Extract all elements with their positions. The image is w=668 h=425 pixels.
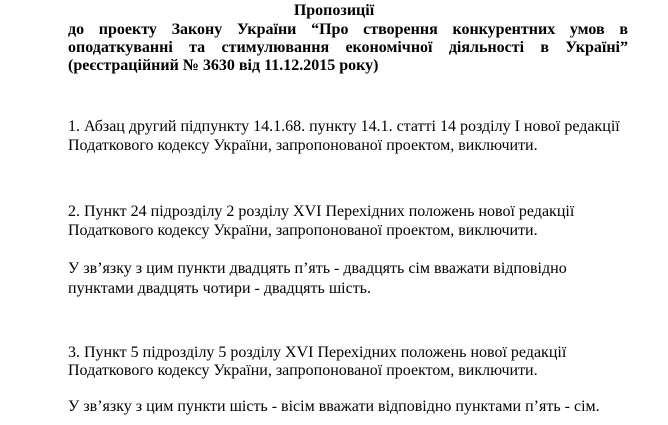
subtitle-word: та	[189, 39, 206, 56]
item-1-line-1: 1. Абзац другий підпункту 14.1.68. пункту 14.1. статті 14 розділу І нової редакції	[68, 118, 620, 135]
subtitle-word: Закону	[171, 21, 223, 38]
subtitle-word: умов	[569, 21, 605, 38]
subtitle-word: до	[68, 21, 85, 38]
subtitle-word: конкурентних	[452, 21, 556, 38]
subtitle-word: України	[236, 21, 297, 38]
subtitle-word: в	[540, 39, 550, 56]
subtitle-word: створення	[363, 21, 438, 38]
item-2-note-line-2: пунктами двадцять чотири - двадцять шість.	[68, 280, 371, 297]
subtitle-word: оподаткуванні	[68, 39, 173, 56]
subtitle-word: проекту	[98, 21, 157, 38]
subtitle-word: в	[619, 21, 628, 38]
subtitle-line-3: (реєстраційний № 3630 від 11.12.2015 року)	[68, 57, 379, 74]
document-title: Пропозиції	[293, 2, 375, 19]
item-1-line-2: Податкового кодексу України, запропонованої проектом, виключити.	[68, 137, 538, 154]
item-3-note-line-1: У зв’язку з цим пункти шість - вісім вважати відповідно пунктами п’ять - сім.	[68, 398, 600, 415]
subtitle-word: стимулювання	[221, 39, 330, 56]
subtitle-word: “Про	[311, 21, 349, 38]
item-2-line-1: 2. Пункт 24 підрозділу 2 розділу XVI Перехідних положень нової редакції	[68, 203, 575, 220]
subtitle-word: діяльності	[448, 39, 525, 56]
subtitle-line-1	[68, 21, 628, 39]
item-2-line-2: Податкового кодексу України, запропонованої проектом, виключити.	[68, 222, 538, 239]
subtitle-line-2	[68, 39, 628, 57]
item-3-line-2: Податкового кодексу України, запропонованої проектом, виключити.	[68, 362, 538, 379]
item-3-line-1: 3. Пункт 5 підрозділу 5 розділу XVI Перехідних положень нової редакції	[68, 344, 567, 361]
subtitle-word: економічної	[345, 39, 433, 56]
subtitle-word: Україні”	[565, 39, 628, 56]
item-2-note-line-1: У зв’язку з цим пункти двадцять п’ять - двадцять сім вважати відповідно	[68, 260, 567, 277]
